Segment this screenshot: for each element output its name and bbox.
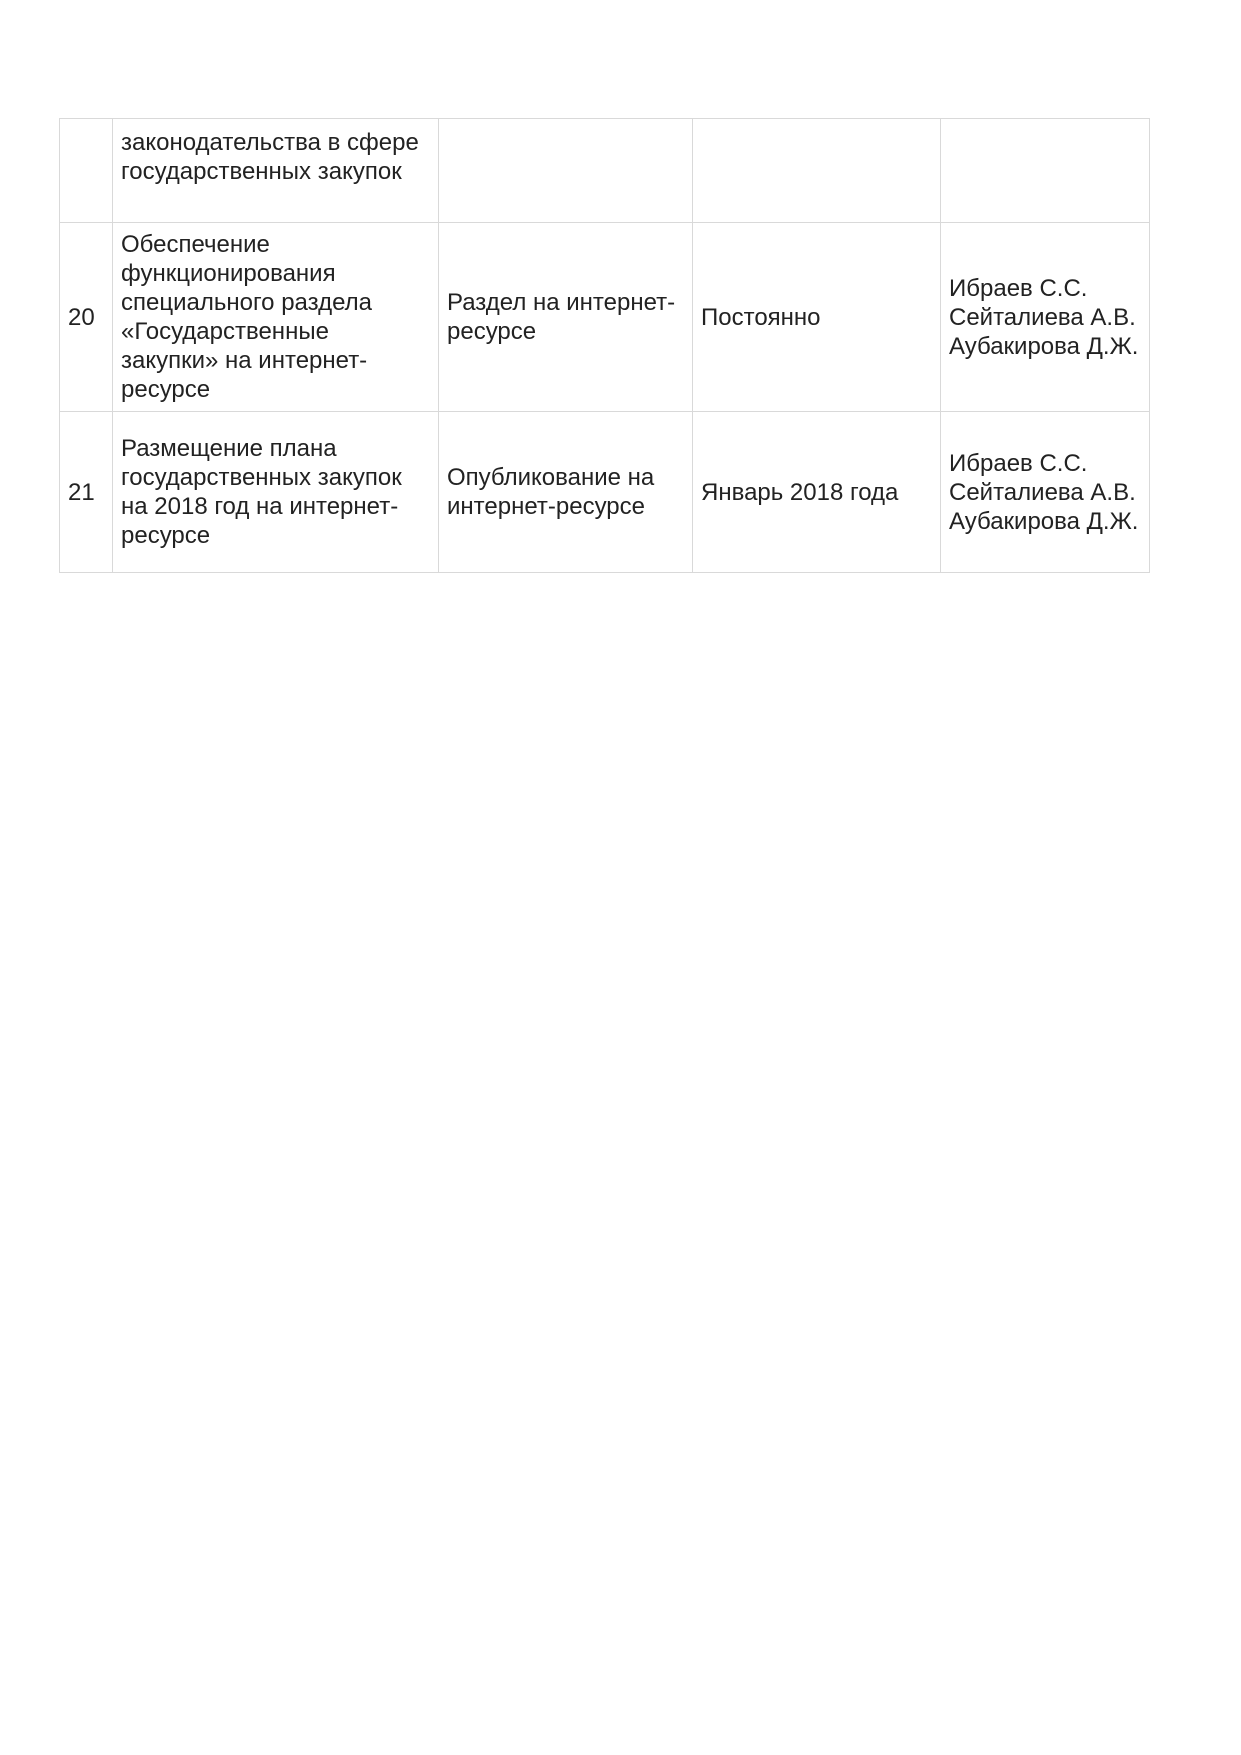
row-number-cell: 20 — [60, 223, 113, 412]
task-cell: законодательства в сфере государственных закупок — [113, 119, 439, 223]
responsible-cell — [941, 119, 1150, 223]
responsible-cell — [941, 412, 1150, 573]
task-cell: Размещение плана государственных закупок на 2018 год на интернет-ресурсе — [113, 412, 439, 573]
row-number-cell — [60, 119, 113, 223]
table-row — [60, 223, 1150, 412]
row-number-cell: 21 — [60, 412, 113, 573]
responsible-person: Сейталиева А.В. — [949, 478, 1136, 506]
completion-form-cell: Раздел на интернет-ресурсе — [439, 223, 693, 412]
procurement-plan-table — [59, 118, 1150, 573]
responsible-person: Аубакирова Д.Ж. — [949, 332, 1139, 360]
task-cell: Обеспечение функционирования специального раздела «Государственные закупки» на интернет-ресурсе — [113, 223, 439, 412]
responsible-person: Сейталиева А.В. — [949, 303, 1136, 331]
table-row — [60, 412, 1150, 573]
responsible-person: Ибраев С.С. — [949, 274, 1088, 302]
term-cell: Постоянно — [693, 223, 941, 412]
responsible-person: Ибраев С.С. — [949, 449, 1088, 477]
term-cell — [693, 119, 941, 223]
completion-form-cell: Опубликование на интернет-ресурсе — [439, 412, 693, 573]
term-cell: Январь 2018 года — [693, 412, 941, 573]
responsible-cell — [941, 223, 1150, 412]
completion-form-cell — [439, 119, 693, 223]
table-row — [60, 119, 1150, 223]
responsible-person: Аубакирова Д.Ж. — [949, 507, 1139, 535]
